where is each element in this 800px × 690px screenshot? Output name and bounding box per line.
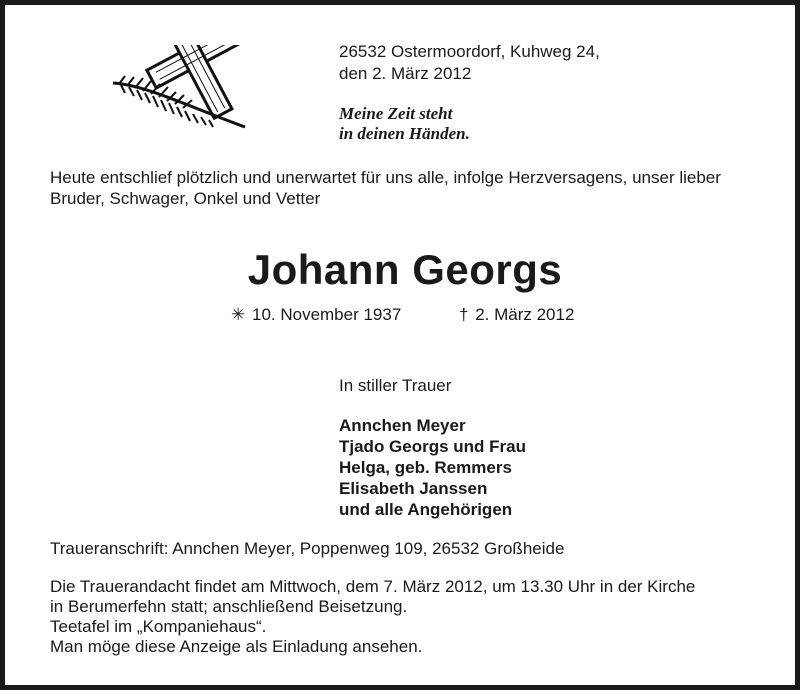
birth-date-text: 10. November 1937 bbox=[251, 305, 402, 324]
detail-line: Teetafel im „Kompaniehaus“. bbox=[50, 617, 267, 636]
death-date bbox=[459, 305, 574, 325]
death-date-text: 2. März 2012 bbox=[475, 305, 575, 324]
mourning-label: In stiller Trauer bbox=[339, 376, 452, 395]
mourner-name: und alle Angehörigen bbox=[339, 500, 513, 519]
place-and-date bbox=[339, 41, 600, 85]
birth-date bbox=[231, 305, 401, 325]
detail-line: Die Trauerandacht findet am Mittwoch, dem 7. März 2012, um 13.30 Uhr in der Kirche bbox=[50, 577, 696, 596]
date-line: den 2. März 2012 bbox=[339, 64, 472, 83]
motto-verse bbox=[339, 104, 470, 144]
address-line: 26532 Ostermoordorf, Kuhweg 24, bbox=[339, 42, 600, 61]
detail-line: in Berumerfehn statt; anschließend Beisetzung. bbox=[50, 597, 408, 616]
motto-line-2: in deinen Händen. bbox=[339, 124, 470, 143]
deceased-name: Johann Georgs bbox=[247, 246, 563, 293]
mourner-name: Elisabeth Janssen bbox=[339, 479, 488, 498]
mourners-list bbox=[339, 415, 526, 520]
death-cross-icon: † bbox=[459, 305, 469, 324]
mourner-name: Annchen Meyer bbox=[339, 416, 466, 435]
service-details bbox=[50, 577, 770, 657]
detail-line: Man möge diese Anzeige als Einladung ansehen. bbox=[50, 637, 423, 656]
motto-line-1: Meine Zeit steht bbox=[339, 104, 453, 123]
intro-text: Heute entschlief plötzlich und unerwartet für uns alle, infolge Herzversagens, unser lieber Bruder, Schwager, Onkel und Vetter bbox=[50, 168, 721, 208]
mourning-address: Traueranschrift: Annchen Meyer, Poppenweg 109, 26532 Großheide bbox=[50, 539, 565, 558]
birth-star-icon: ✳ bbox=[231, 305, 246, 324]
cross-with-palm-branch-icon bbox=[105, 45, 255, 135]
mourner-name: Tjado Georgs und Frau bbox=[339, 437, 527, 456]
mourner-name: Helga, geb. Remmers bbox=[339, 458, 512, 477]
